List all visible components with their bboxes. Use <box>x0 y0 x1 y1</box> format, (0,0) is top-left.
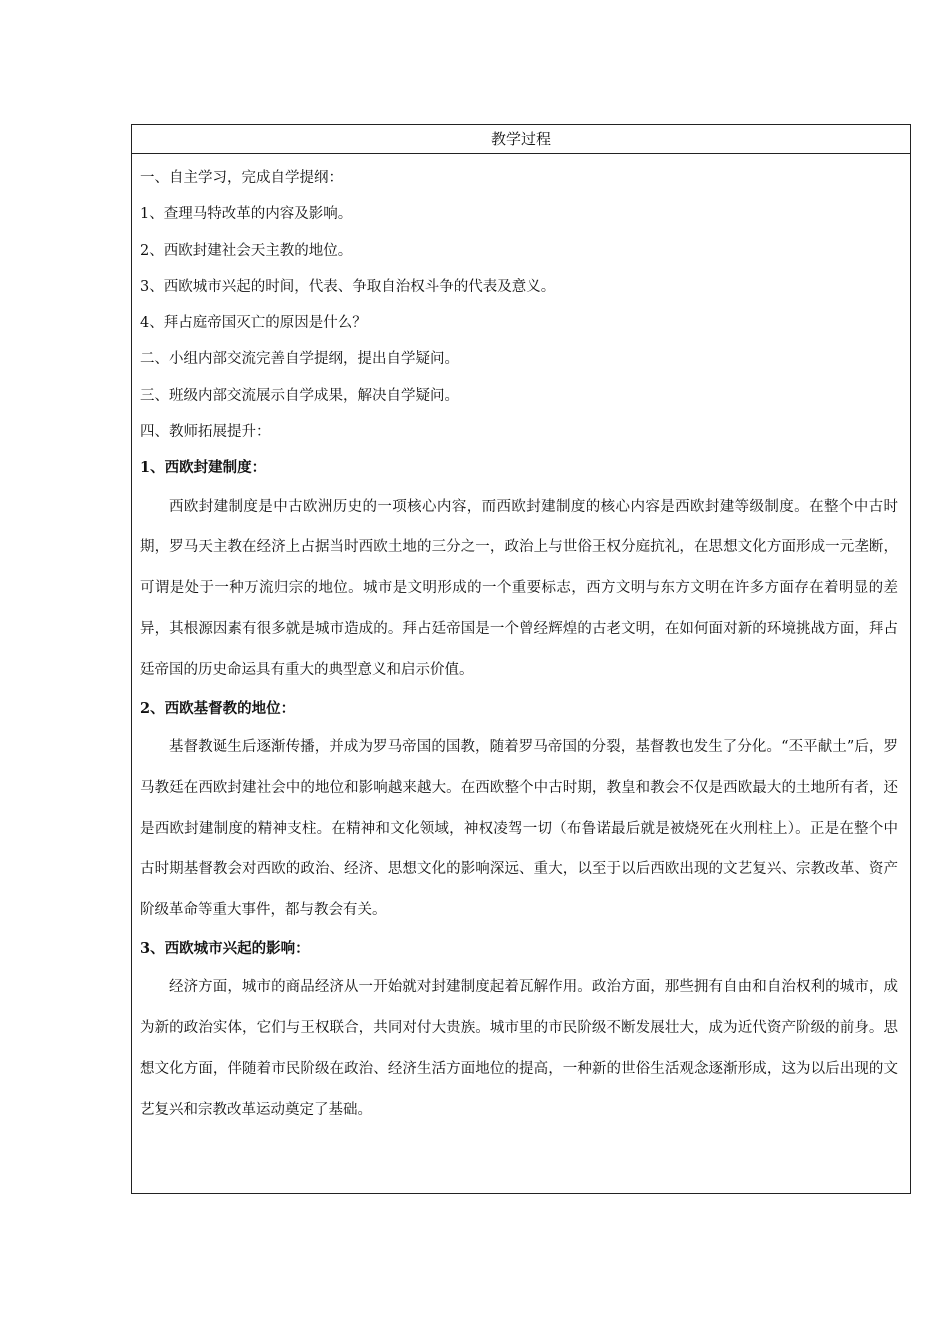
item-byzantine-fall: 4、拜占庭帝国灭亡的原因是什么？ <box>140 315 367 332</box>
item-catholic-status: 2、西欧封建社会天主教的地位。 <box>140 242 353 259</box>
item-class-exchange: 三、班级内部交流展示自学成果，解决自学疑问。 <box>140 387 459 404</box>
table-content <box>132 154 910 1130</box>
section-heading-city-influence: 3、西欧城市兴起的影响： <box>140 939 310 957</box>
item-group-exchange: 二、小组内部交流完善自学提纲，提出自学疑问。 <box>140 351 459 368</box>
section-heading-feudal-system: 1、西欧封建制度： <box>140 459 267 477</box>
table-title: 教学过程 <box>132 125 910 154</box>
section-body-feudal-system: 西欧封建制度是中古欧洲历史的一项核心内容，而西欧封建制度的核心内容是西欧封建等级制度。在整个中古时期，罗马天主教在经济上占据当时西欧土地的三分之一，政治上与世俗王权分庭抗礼，在思想文化方面形成一元垄断，可谓是处于一种万流归宗的地位。城市是文明形成的一个重要标志，西方文明与东方文明在许多方面存在着明显的差异，其根源因素有很多就是城市造成的。拜占廷帝国是一个曾经辉煌的古老文明，在如何面对新的环境挑战方面，拜占廷帝国的历史命运具有重大的典型意义和启示价值。 <box>140 498 898 678</box>
item-self-study: 一、自主学习，完成自学提纲： <box>140 170 343 186</box>
section-body-city-influence: 经济方面，城市的商品经济从一开始就对封建制度起着瓦解作用。政治方面，那些拥有自由和自治权利的城市，成为新的政治实体，它们与王权联合，共同对付大贵族。城市里的市民阶级不断发展壮大，成为近代资产阶级的前身。思想文化方面，伴随着市民阶级在政治、经济生活方面地位的提高，一种新的世俗生活观念逐渐形成，这为以后出现的文艺复兴和宗教改革运动奠定了基础。 <box>140 979 898 1118</box>
item-city-rise: 3、西欧城市兴起的时间，代表、争取自治权斗争的代表及意义。 <box>140 278 556 295</box>
section-body-christianity: 基督教诞生后逐渐传播，并成为罗马帝国的国教，随着罗马帝国的分裂，基督教也发生了分化。“丕平献土”后，罗马教廷在西欧封建社会中的地位和影响越来越大。在西欧整个中古时期，教皇和教会不仅是西欧最大的土地所有者，还是西欧封建制度的精神支柱。在精神和文化领域，神权凌驾一切（布鲁诺最后就是被烧死在火刑柱上）。正是在整个中古时期基督教会对西欧的政治、经济、思想文化的影响深远、重大，以至于以后西欧出现的文艺复兴、宗教改革、资产阶级革命等重大事件，都与教会有关。 <box>140 738 898 919</box>
item-teacher-extension: 四、教师拓展提升： <box>140 424 271 441</box>
item-charles-martel: 1、查理马特改革的内容及影响。 <box>140 206 353 223</box>
teaching-process-table <box>131 124 911 1194</box>
section-heading-christianity: 2、西欧基督教的地位： <box>140 699 296 717</box>
